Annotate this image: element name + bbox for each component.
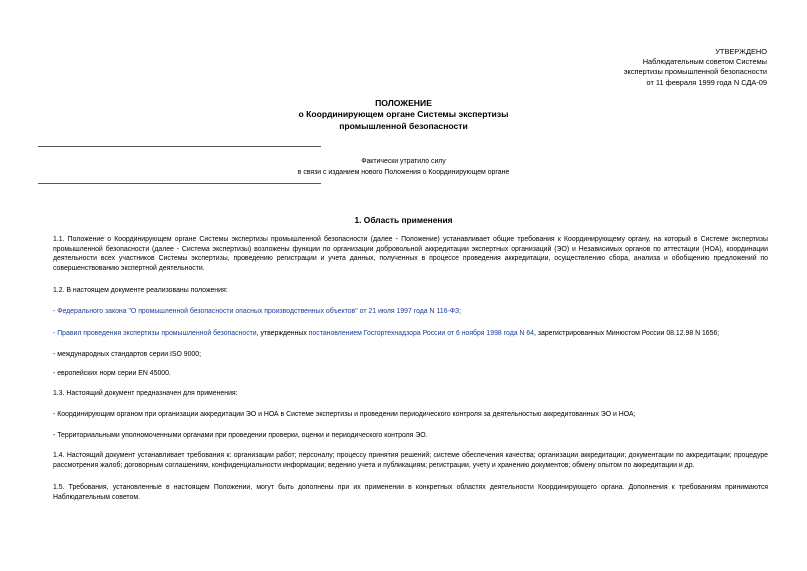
iso-text: - международных стандартов серии ISO 9000; <box>53 351 201 358</box>
paragraph-1-1-text: 1.1. Положение о Координирующем органе Системы экспертизы промышленной безопасности (далее - Положение) устанавливает общие требования к Координирующему органу, на который в Системе экспертизы промышленной безопасности (далее - Система экспертизы) возложены функции по организации добровольной аккредитации экспертных организаций (ЭО) и Независимых органов по аттестации (НОА), координации деятельности всех участников Системы экспертизы, проведению регистрации и учета данных, полученных в процессе проведения аккредитации, осуществлению сбора, анализа и обобщению предложений по совершенствованию экспертной деятельности. <box>53 236 768 272</box>
list-item-rules <box>38 329 768 339</box>
section-heading: 1. Область применения <box>354 215 453 225</box>
list-item-federal-law <box>38 307 768 317</box>
paragraph-1-3-text: 1.3. Настоящий документ предназначен для применения: <box>53 390 238 397</box>
list-item-en <box>38 369 768 379</box>
title-line-1: ПОЛОЖЕНИЕ <box>375 98 432 108</box>
list-item-iso <box>38 350 768 360</box>
approval-line-3: экспертизы промышленной безопасности <box>623 67 767 77</box>
rules-link[interactable]: - Правил проведения экспертизы промышленной безопасности <box>53 330 257 337</box>
paragraph-1-3 <box>38 389 768 399</box>
paragraph-1-5-text: 1.5. Требования, установленные в настоящем Положении, могут быть дополнены при их применении в конкретных областях деятельности Координирующего органа. Дополнения к требованиям принимаются Наблюдательным советом. <box>53 484 768 501</box>
paragraph-1-2 <box>38 286 768 296</box>
paragraph-1-2-text: 1.2. В настоящем документе реализованы положения: <box>53 287 228 294</box>
paragraph-1-5 <box>38 483 768 502</box>
rules-text-1: , утвержденных <box>256 330 309 337</box>
status-line-2: в связи с изданием нового Положения о Координирующем органе <box>297 168 510 176</box>
list-item-coordinating <box>38 410 768 420</box>
status-line-1: Фактически утратило силу <box>361 158 446 165</box>
status-note <box>0 157 807 178</box>
divider-bottom <box>38 183 321 184</box>
approval-line-1: УТВЕРЖДЕНО <box>715 47 767 56</box>
rules-text-2: , зарегистрированных Минюстом России 08.12.98 N 1656; <box>534 330 720 337</box>
document-title <box>0 98 807 132</box>
resolution-link[interactable]: постановлением Госгортехнадзора России от 6 ноября 1998 года N 64 <box>308 330 535 337</box>
list-item-territorial <box>38 431 768 441</box>
en-text: - европейских норм серии EN 45000. <box>53 370 171 377</box>
divider-top <box>38 146 321 147</box>
approval-line-4: от 11 февраля 1999 года N СДА-09 <box>646 77 767 87</box>
title-line-3: промышленной безопасности <box>339 120 468 131</box>
paragraph-1-4-text: 1.4. Настоящий документ устанавливает требования к: организации работ; персоналу; процессу принятия решений; системе обеспечения качества; организации аккредитации; документации по аккредитации; процедуре рассмотрения жалоб; договорным соглашениям, конфиденциальности информации; ведению учета и публикациям; регистрации, учету и хранению документов; обмену опытом по аккредитации и др. <box>53 452 768 469</box>
paragraph-1-4 <box>38 451 768 470</box>
title-line-2: о Координирующем органе Системы экспертизы <box>298 109 509 120</box>
approval-block <box>624 47 767 88</box>
coordinating-text: - Координирующим органом при организации аккредитации ЭО и НОА в Системе экспертизы и проведении периодического контроля за деятельностью аккредитованных ЭО и НОА; <box>53 411 636 418</box>
paragraph-1-1 <box>38 235 768 273</box>
federal-law-link[interactable]: - Федерального закона "О промышленной безопасности опасных производственных объектов" от 21 июля 1997 года N 116-ФЗ; <box>53 308 462 315</box>
approval-line-2: Наблюдательным советом Системы <box>642 57 767 67</box>
territorial-text: - Территориальными уполномоченными органами при проведении проверки, оценки и периодического контроля ЭО. <box>53 432 428 439</box>
